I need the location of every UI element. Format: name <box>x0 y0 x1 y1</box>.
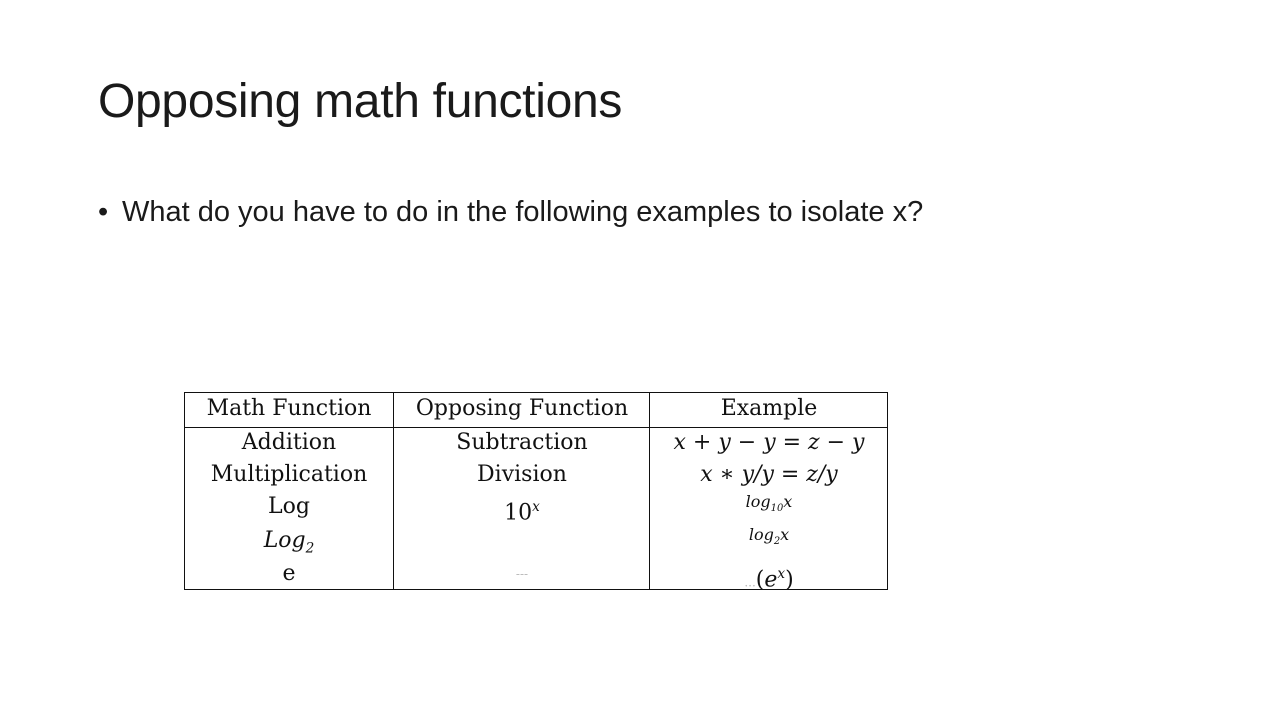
cell-math-e: e <box>282 561 296 586</box>
column-opposing-function <box>393 393 650 589</box>
cell-opposing-division: Division <box>477 462 567 487</box>
bullet-dot-icon: • <box>98 196 109 228</box>
cell-example-addition: x + y − y = z − y <box>673 430 865 455</box>
cell-math-log: Log <box>268 494 310 519</box>
cell-example-multiplication: x ∗ y/y = z/y <box>700 462 838 487</box>
cell-math-log2: Log$_2$ <box>263 528 315 557</box>
functions-table <box>184 392 888 593</box>
slide-title: Opposing math functions <box>98 75 623 128</box>
cell-math-addition: Addition <box>241 430 337 455</box>
cell-opposing-power-of-ten: 10$^x$ <box>504 499 540 526</box>
cell-opposing-placeholder: --- <box>515 567 529 581</box>
cell-example-log2: $\log_2x$ <box>748 525 790 548</box>
column-example <box>649 393 888 593</box>
cell-opposing-subtraction: Subtraction <box>456 430 588 455</box>
cell-example-exp: $...(e^x)$ <box>744 566 794 593</box>
cell-example-log10: $\log_{10}x$ <box>745 492 793 515</box>
column-math-function <box>185 393 393 589</box>
bullet-item <box>98 196 923 229</box>
header-math-function: Math Function <box>206 396 372 421</box>
header-opposing-function: Opposing Function <box>415 396 629 421</box>
cell-math-multiplication: Multiplication <box>210 462 368 487</box>
bullet-text: What do you have to do in the following examples to isolate x? <box>122 196 924 228</box>
header-example: Example <box>720 396 818 421</box>
